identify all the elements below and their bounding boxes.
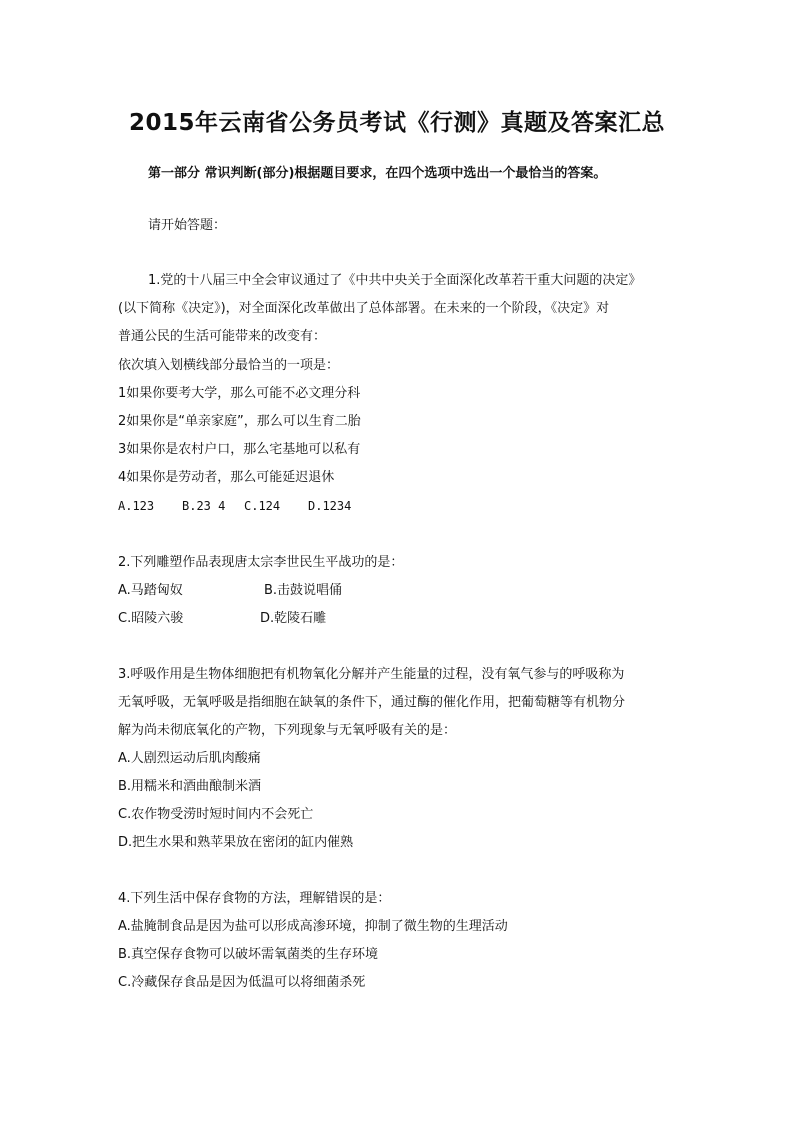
- option-label: B.击鼓说唱俑: [264, 583, 343, 598]
- option-label: A.123: [118, 499, 155, 513]
- q3-option: D.把生水果和熟苹果放在密闭的缸内催熟: [118, 835, 354, 850]
- q4-stem-line: 4.下列生活中保存食物的方法，理解错误的是：: [118, 891, 391, 906]
- q3-option: C.农作物受涝时短时间内不会死亡: [118, 807, 314, 822]
- q3-option: A.人剧烈运动后肌肉酸痛: [118, 751, 261, 766]
- q3-stem-line: 3.呼吸作用是生物体细胞把有机物氧化分解并产生能量的过程，没有氧气参与的呼吸称为: [118, 667, 625, 682]
- option-label: C.昭陵六骏: [118, 611, 184, 626]
- q1-stem-line: 1.党的十八届三中全会审议通过了《中共中央关于全面深化改革若干重大问题的决定》: [148, 273, 642, 288]
- q2-options-row: [118, 582, 342, 600]
- option-label: D.乾陵石雕: [260, 611, 327, 626]
- q1-stem-line: 3如果你是农村户口，那么宅基地可以私有: [118, 442, 361, 457]
- q1-stem-line: (以下简称《决定》)，对全面深化改革做出了总体部署。在未来的一个阶段，《决定》对: [118, 301, 610, 316]
- q4-option: C.冷藏保存食品是因为低温可以将细菌杀死: [118, 975, 366, 990]
- start-prompt: 请开始答题：: [148, 218, 227, 233]
- q1-options: [118, 499, 351, 513]
- q4-option: A.盐腌制食品是因为盐可以形成高渗环境，抑制了微生物的生理活动: [118, 919, 508, 934]
- section-heading: 第一部分 常识判断(部分)根据题目要求，在四个选项中选出一个最恰当的答案。: [148, 166, 607, 181]
- q3-stem-line: 解为尚未彻底氧化的产物，下列现象与无氧呼吸有关的是：: [118, 723, 457, 738]
- q1-stem-line: 依次填入划横线部分最恰当的一项是：: [118, 358, 340, 373]
- option-label: B.23 4: [182, 499, 226, 513]
- document-title: 2015年云南省公务员考试《行测》真题及答案汇总: [128, 110, 665, 136]
- q1-stem-line: 1如果你要考大学，那么可能不必文理分科: [118, 386, 361, 401]
- q3-option: B.用糯米和酒曲酿制米酒: [118, 779, 262, 794]
- q2-options-row: [118, 610, 326, 628]
- q1-stem-line: 普通公民的生活可能带来的改变有：: [118, 329, 327, 344]
- q3-stem-line: 无氧呼吸，无氧呼吸是指细胞在缺氧的条件下，通过酶的催化作用，把葡萄糖等有机物分: [118, 695, 626, 710]
- q4-option: B.真空保存食物可以破坏需氧菌类的生存环境: [118, 947, 379, 962]
- option-label: A.马踏匈奴: [118, 583, 183, 598]
- option-label: C.124: [244, 499, 281, 513]
- q2-stem-line: 2.下列雕塑作品表现唐太宗李世民生平战功的是：: [118, 555, 404, 570]
- q1-stem-line: 4如果你是劳动者，那么可能延迟退休: [118, 470, 335, 485]
- q1-stem-line: 2如果你是“单亲家庭”，那么可以生育二胎: [118, 414, 361, 429]
- option-label: D.1234: [308, 499, 352, 513]
